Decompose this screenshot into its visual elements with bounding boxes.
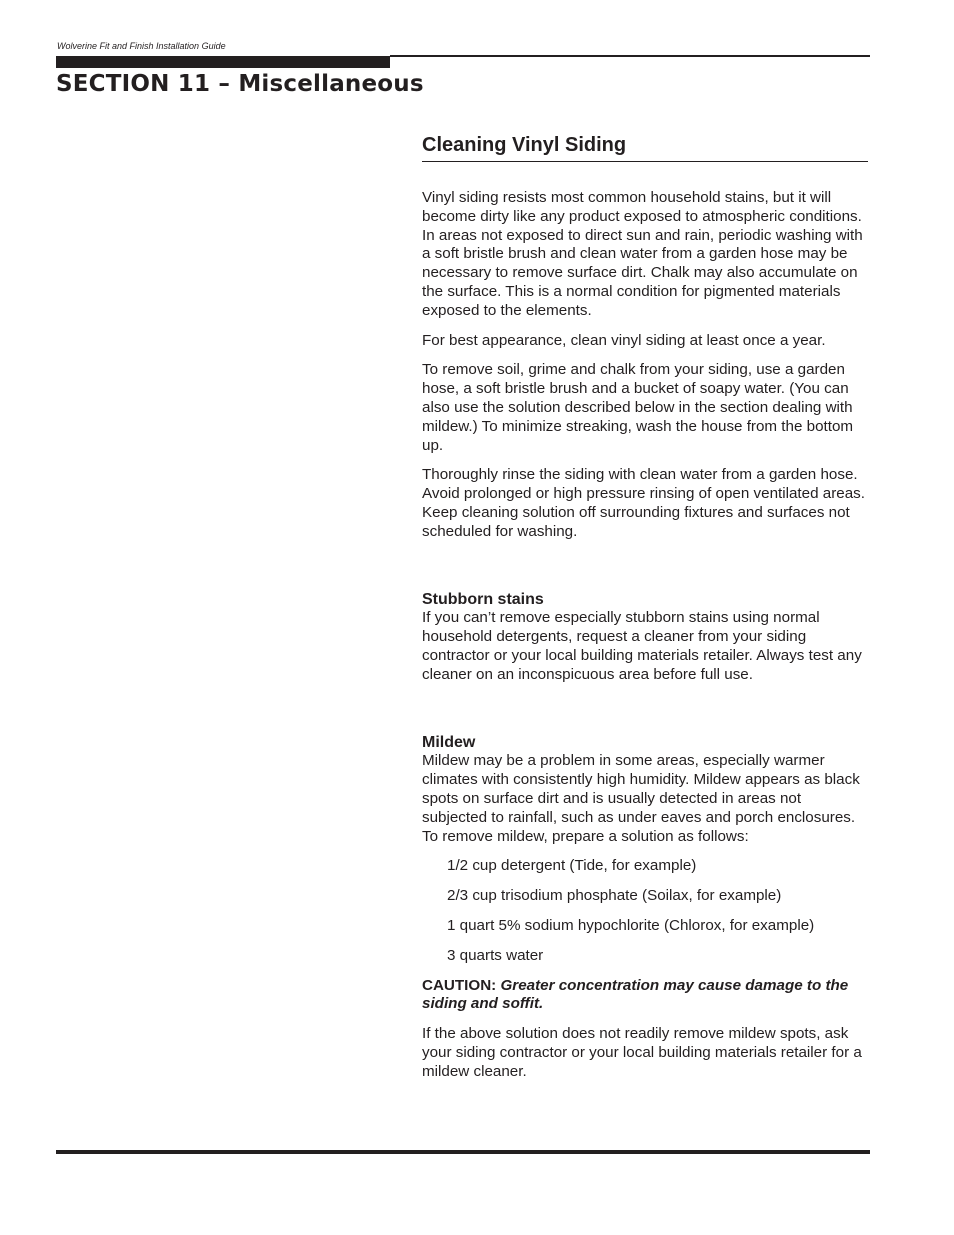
mildew-heading: Mildew (422, 733, 476, 751)
mildew-closing-text: If the above solution does not readily remove mildew spots, ask your siding contractor or your local building materials retailer for a mildew cleaner. (422, 1025, 862, 1080)
caution-note (422, 977, 868, 1015)
mildew-text: Mildew may be a problem in some areas, especially warmer climates with consistently high humidity. Mildew appears as black spots on surface dirt and is usually detected in areas not subjected to rainfall, such as under eaves and porch enclosures. To remove mildew, prepare a solution as follows: (422, 752, 860, 845)
recipe-item: 1/2 cup detergent (Tide, for example) (447, 857, 697, 875)
article-title: Cleaning Vinyl Siding (422, 133, 868, 162)
caution-label: CAUTION: (422, 976, 497, 994)
footer-rule (56, 1150, 870, 1154)
intro-paragraph: For best appearance, clean vinyl siding at least once a year. (422, 331, 826, 349)
solution-recipe-list (422, 857, 868, 965)
running-header: Wolverine Fit and Finish Installation Guide (57, 41, 226, 51)
intro-paragraph: Vinyl siding resists most common household stains, but it will become dirty like any product exposed to atmospheric conditions. In areas not exposed to direct sun and rain, periodic washing with a soft bristle brush and clean water from a garden hose may be necessary to remove surface dirt. Chalk may also accumulate on the surface. This is a normal condition for pigmented materials exposed to the elements. (422, 189, 863, 319)
caution-text: Greater concentration may cause damage to the siding and soffit. (422, 976, 849, 1013)
stubborn-stains-heading: Stubborn stains (422, 590, 544, 608)
article (422, 133, 868, 1092)
stubborn-stains-text: If you can’t remove especially stubborn stains using normal household detergents, request a cleaner from your siding contractor or your local building materials retailer. Always test any cleaner on an inconspicuous area before full use. (422, 609, 862, 683)
recipe-item: 2/3 cup trisodium phosphate (Soilax, for example) (447, 887, 782, 905)
intro-paragraph: To remove soil, grime and chalk from your siding, use a garden hose, a soft bristle brush and a bucket of soapy water. (You can also use the solution described below in the section dealing with mildew.) To minimize streaking, wash the house from the bottom up. (422, 361, 854, 454)
header-rule (390, 55, 870, 57)
header-bar-thick (56, 56, 390, 68)
recipe-item: 1 quart 5% sodium hypochlorite (Chlorox, for example) (447, 916, 815, 934)
recipe-item: 3 quarts water (447, 946, 544, 964)
section-title: SECTION 11 – Miscellaneous (56, 71, 424, 97)
intro-paragraph: Thoroughly rinse the siding with clean water from a garden hose. Avoid prolonged or high pressure rinsing of open ventilated areas. Keep cleaning solution off surrounding fixtures and surfaces not scheduled for washing. (422, 466, 865, 540)
